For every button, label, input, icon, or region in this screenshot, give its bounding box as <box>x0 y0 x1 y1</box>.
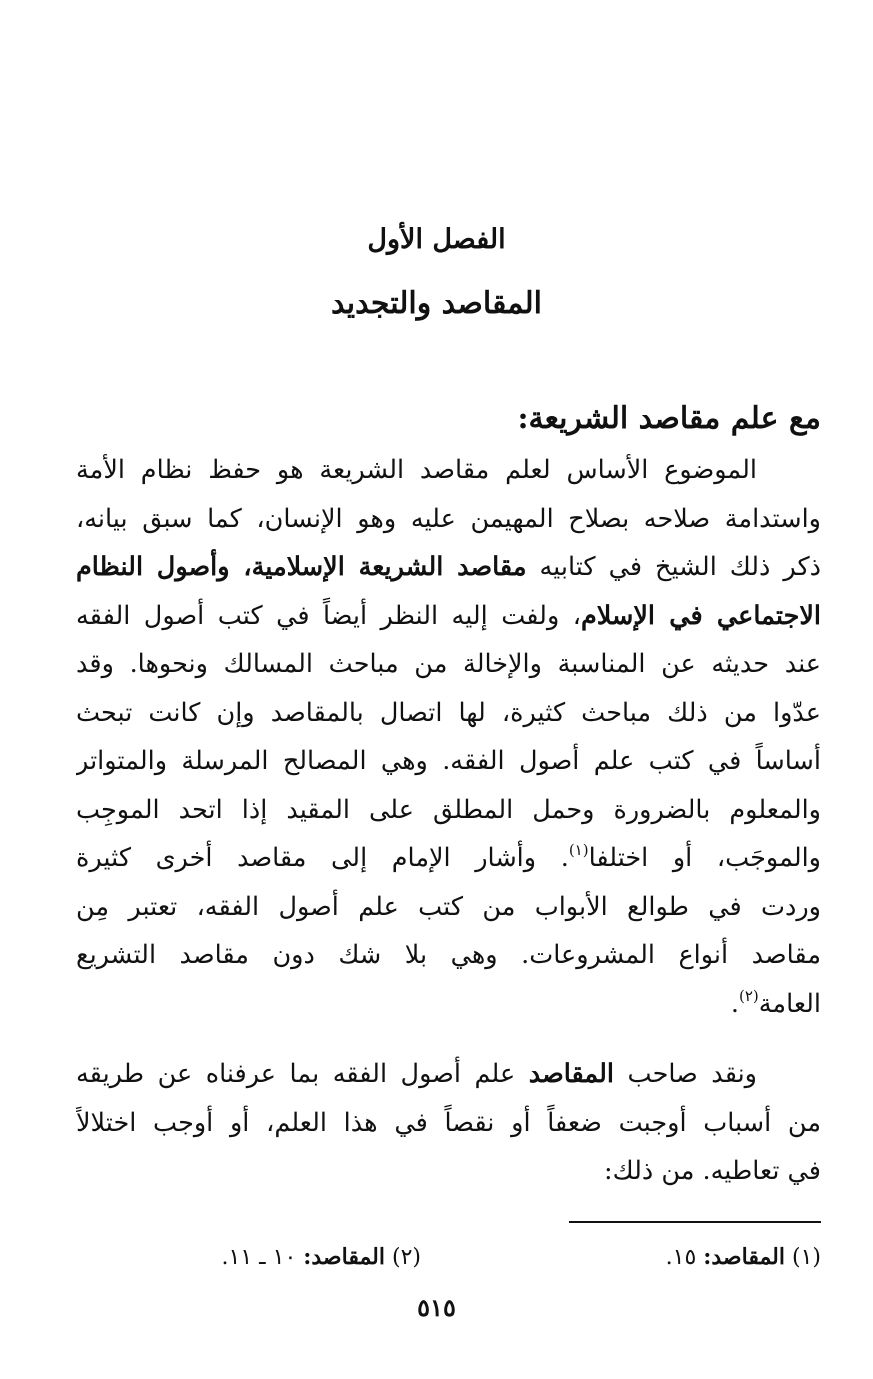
footnote-2: (٢) المقاصد: ١٠ ـ ١١. <box>221 1244 421 1270</box>
paragraph-1-line-9: والموجَب، أو اختلفا$^{(١)}$. وأشار الإمام إلى مقاصد أخرى كثيرة <box>76 841 821 873</box>
paragraph-2-line-1: ونقد صاحب المقاصد علم أصول الفقه بما عرفناه عن طريقه <box>76 1059 758 1089</box>
paragraph-1-line-4: الاجتماعي في الإسلام، ولفت إليه النظر أيضاً في كتب أصول الفقه <box>76 600 821 631</box>
paragraph-1-line-11: مقاصد أنواع المشروعات. وهي بلا شك دون مقاصد التشريع <box>76 940 821 970</box>
chapter-label: الفصل الأول <box>367 224 506 255</box>
paragraph-1-line-7: أساساً في كتب علم أصول الفقه. وهي المصالح المرسلة والمتواتر <box>76 746 821 776</box>
paragraph-1-line-1: الموضوع الأساس لعلم مقاصد الشريعة هو حفظ نظام الأمة <box>76 455 757 485</box>
page-number: ٥١٥ <box>417 1293 456 1322</box>
paragraph-2-line-2: من أسباب أوجبت ضعفاً أو نقصاً في هذا العلم، أو أوجب اختلالاً <box>76 1107 821 1138</box>
chapter-title: المقاصد والتجديد <box>330 286 543 321</box>
paragraph-2-line-3: في تعاطيه. من ذلك: <box>604 1156 821 1186</box>
footnote-ref-1: (١) <box>568 841 589 859</box>
paragraph-1-line-5: عند حديثه عن المناسبة والإخالة من مباحث المسالك ونحوها. وقد <box>76 649 821 679</box>
footnote-ref-2: (٢) <box>738 986 759 1005</box>
paragraph-1-line-10: وردت في طوالع الأبواب من كتب علم أصول الفقه، تعتبر مِن <box>76 891 821 922</box>
section-heading: مع علم مقاصد الشريعة: <box>517 401 821 436</box>
paragraph-1-line-3: ذكر ذلك الشيخ في كتابيه مقاصد الشريعة الإسلامية، وأصول النظام <box>76 552 821 582</box>
footnote-1: (١) المقاصد: ١٥. <box>665 1244 821 1270</box>
paragraph-1-line-8: والمعلوم بالضرورة وحمل المطلق على المقيد إذا اتحد الموجِب <box>76 794 821 825</box>
paragraph-1-line-12: العامة$^{(٢)}$. <box>730 986 821 1019</box>
body-text <box>76 446 821 1196</box>
footnote-divider <box>569 1221 821 1223</box>
paragraph-1-line-6: عدّوا من ذلك مباحث كثيرة، لها اتصال بالمقاصد وإن كانت تبحث <box>76 697 821 728</box>
paragraph-1-line-2: واستدامة صلاحه بصلاح المهيمن عليه وهو الإنسان، كما سبق بيانه، <box>76 503 821 534</box>
